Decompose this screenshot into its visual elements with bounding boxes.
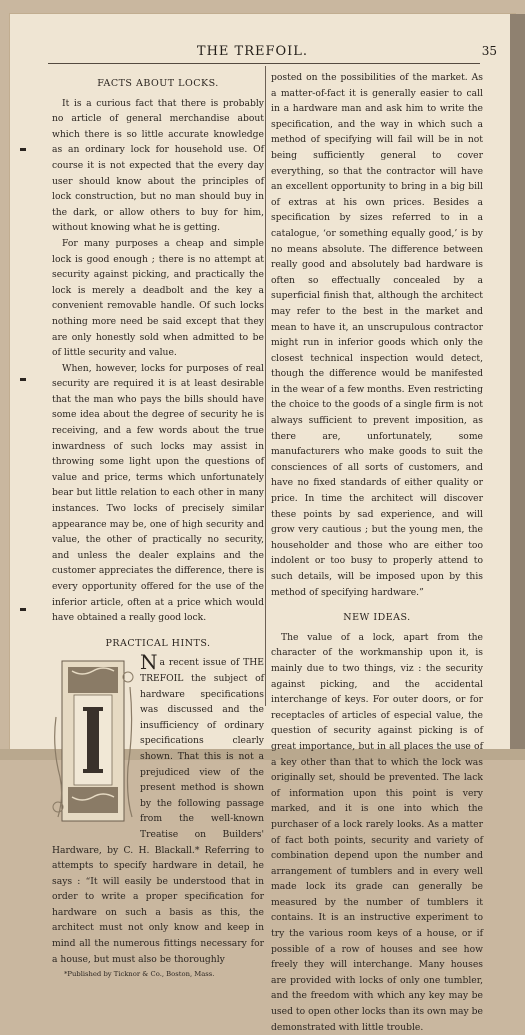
footnote: *Published by Ticknor & Co., Boston, Mass. [64, 970, 215, 979]
running-title: THE TREFOIL. [196, 44, 309, 59]
facts-paragraph-3: When, however, locks for purposes of real security are required it is at least desirable that the man who pays the bills should have some idea about the degree of security he is receiving, and a few words about the true inwardness of such locks may assist in throwing some light upon the questions of value and price, terms which unfortunately bear but little relation to each other in many instances. Two locks of precisely similar appearance may be, one of high security and value, the other of practically no security, and unless the dealer explains and the customer appreciates the difference, there is every opportunity offered for the use of the inferior article, often at a price which would have obtained a really good lock. [52, 362, 264, 624]
hints-heading: PRACTICAL HINTS. [105, 637, 211, 649]
page-edge-shadow [510, 14, 525, 749]
facts-heading: FACTS ABOUT LOCKS. [97, 78, 219, 89]
header-rule [48, 63, 480, 64]
ideas-heading: NEW IDEAS. [343, 612, 411, 624]
left-column [52, 70, 264, 979]
drop-cap: N [140, 650, 158, 675]
facts-paragraph-2: For many purposes a cheap and simple lock is good enough ; there is no attempt at security against picking, and practically the lock is merely a deadbolt and the key a convenient removable handle. Of such locks nothing more need be said except that they are only honestly sold when admitted to be of little security and value. [52, 237, 264, 359]
hints-block [52, 650, 264, 967]
column-divider [265, 66, 266, 706]
binding-hole-mark [20, 378, 26, 381]
facts-paragraph-1: It is a curious fact that there is probably no article of general merchandise about which there is so little accurate knowledge as an ordinary lock for household use. Of course it is not expected that the every day user should know about the principles of lock construction, but no man should buy in the dark, or allow others to buy for him, without knowing what he is getting. [52, 97, 264, 234]
ideas-paragraph-1: The value of a lock, apart from the character of the workmanship upon it, is mainly due to two things, viz : the security against picking, and the accidental interchange of keys. For outer doors, or for receptacles of articles of especial value, the question of security against picking is of great importance, but in all places the use of a key other than that to which the lock was originally set, should be prevented. The lack of information upon this point is very marked, and it is one into which the purchaser of a lock rarely looks. As a matter of fact both points, security and variety of combination depend upon the number and arrangement of tumblers and in every well made lock its grade can generally be measured by the number of tumblers it contains. It is an instructive experiment to try the various room keys of a house, or if possible of a row of houses and see how freely they will interchange. Many houses are provided with locks of only one tumbler, and the freedom with which any key may be used to open other locks than its own may be demonstrated with little trouble. [271, 631, 483, 1033]
binding-hole-mark [20, 148, 26, 151]
right-column [271, 70, 483, 1035]
ornamental-initial-illustration [52, 657, 134, 825]
page-number: 35 [481, 44, 497, 58]
binding-hole-mark [20, 608, 26, 611]
right-paragraph-continued: posted on the possibilities of the market. As a matter-of-fact it is generally easier to call in a hardware man and ask him to write the specification, and the way in which such a method of specifying will fail will be in not being sufficiently general to cover everything, so that the contractor will have an excellent opportunity to bring in a big bill of extras at his own prices. Besides a specification by sizes referred to in a catalogue, ‘or something equally good,’ is by no means absolute. The difference between really good and absolutely bad hardware is often so effectually concealed by a superficial finish that, although the architect may refer to the best in the market and mean to have it, an unscrupulous contractor might run in inferior goods which only the closest technical inspection would detect, though the difference would be manifested in the wear of a few months. Even restricting the choice to the goods of a single firm is not always sufficient to prevent imposition, as there are, unfortunately, some manufacturers who make goods to suit the consciences of all sorts of customers, and have no fixed standards of either quality or price. In time the architect will discover these points by sad experience, and will grow very cautious ; but the young men, the householder and those who are either too indolent or too busy to properly attend to such details, will be imposed upon by this method of specifying hardware.” [271, 72, 483, 598]
hints-paragraph-1: a recent issue of THE TREFOIL the subject of hardware specifications was discussed and the insufficiency of ordinary specifications clearly shown. That this is not a prejudiced view of the present method is shown by the following passage from the well-known Treatise on Builders' Hardware, by C. H. Blackall.* Referring to attempts to specify hardware in detail, he says : “It will easily be understood that in order to write a proper specification for hardware on such a basis as this, the architect must not only know and keep in mind all the numerous fittings necessary for a house, but must also be thoroughly [52, 657, 264, 965]
